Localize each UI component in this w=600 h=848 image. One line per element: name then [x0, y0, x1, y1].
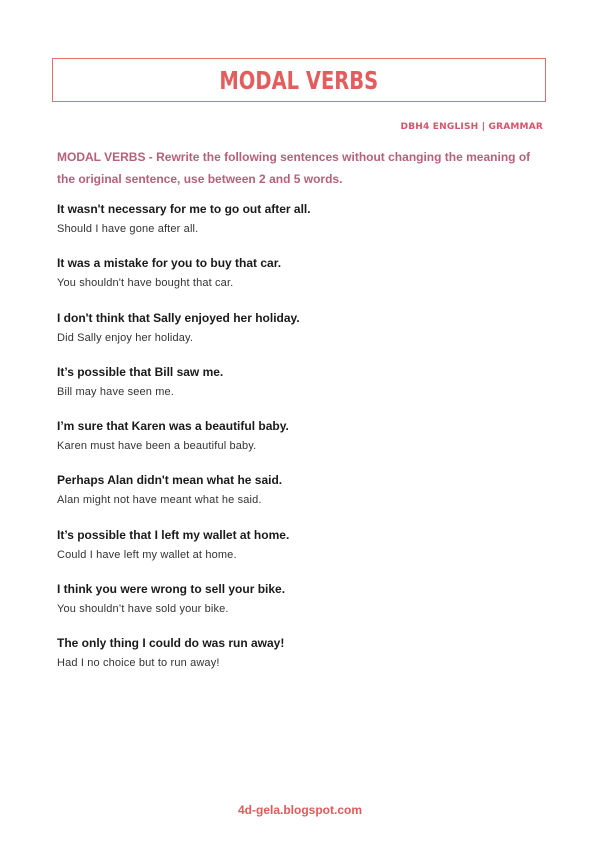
exercise-answer: Alan might not have meant what he said. [57, 494, 262, 507]
course-subheader: DBH4 ENGLISH | GRAMMAR [400, 122, 543, 132]
exercise-prompt: Perhaps Alan didn't mean what he said. [57, 473, 283, 488]
exercise-prompt: It wasn't necessary for me to go out after all. [57, 202, 311, 216]
exercise-answer: Should I have gone after all. [57, 223, 199, 235]
exercise-item [57, 415, 547, 469]
exercise-item [57, 198, 547, 252]
exercise-answer: You shouldn't have bought that car. [57, 277, 234, 290]
exercise-prompt: It’s possible that I left my wallet at home. [57, 527, 290, 542]
exercise-item [57, 252, 547, 306]
exercise-item [57, 524, 547, 578]
footer-link[interactable]: 4d-gela.blogspot.com [237, 803, 362, 817]
title-box [52, 58, 546, 102]
exercise-answer: You shouldn’t have sold your bike. [57, 603, 229, 616]
exercise-item [57, 578, 547, 632]
exercise-answer: Could I have left my wallet at home. [57, 548, 237, 561]
exercise-answer: Did Sally enjoy her holiday. [57, 331, 194, 344]
instructions: MODAL VERBS - Rewrite the following sentences without changing the meaning of the original sentence, use between 2 and 5 words. [57, 150, 531, 186]
exercise-answer: Had I no choice but to run away! [57, 657, 220, 670]
exercise-prompt: It’s possible that Bill saw me. [57, 364, 224, 379]
exercise-item [57, 469, 547, 523]
page-title: MODAL VERBS [219, 65, 379, 95]
exercise-prompt: It was a mistake for you to buy that car. [57, 256, 282, 271]
exercise-item [57, 632, 547, 686]
exercise-item [57, 361, 547, 415]
exercise-answer: Bill may have seen me. [57, 385, 175, 398]
exercise-answer: Karen must have been a beautiful baby. [57, 440, 257, 453]
exercise-prompt: I’m sure that Karen was a beautiful baby. [57, 419, 289, 434]
exercise-prompt: I don't think that Sally enjoyed her holiday. [57, 310, 300, 325]
exercise-prompt: I think you were wrong to sell your bike. [57, 582, 286, 597]
exercise-list [57, 198, 547, 687]
exercise-prompt: The only thing I could do was run away! [57, 636, 285, 651]
exercise-item [57, 307, 547, 361]
